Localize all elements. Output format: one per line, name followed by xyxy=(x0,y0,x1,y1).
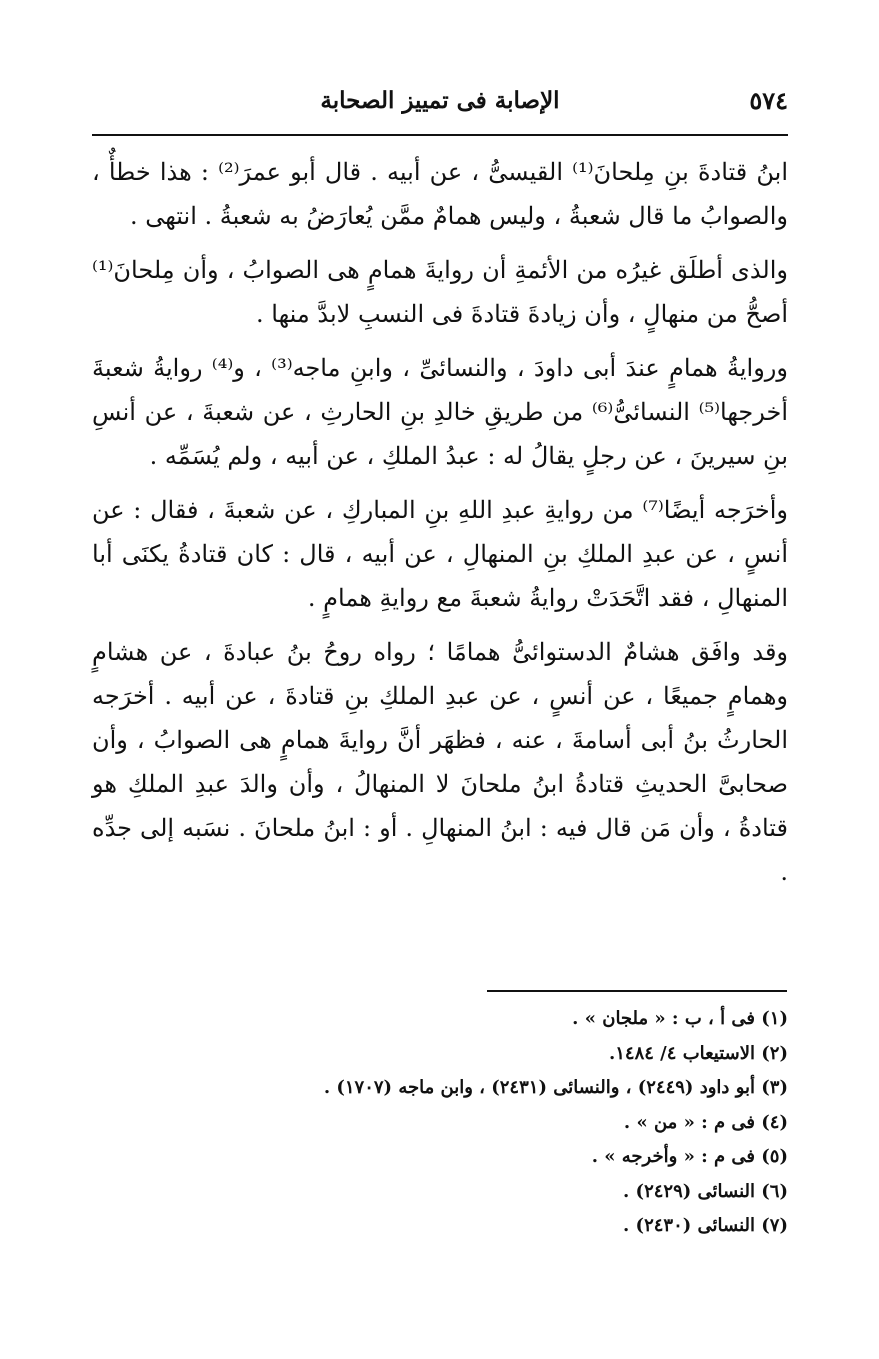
footnotes xyxy=(92,1002,788,1244)
page-header xyxy=(92,84,788,118)
footnote: (٤) فى م : « من » . xyxy=(623,1111,788,1133)
main-text xyxy=(92,150,788,904)
page-number: ٥٧٤ xyxy=(749,86,788,115)
footnote: (٧) النسائى (٢٤٣٠) . xyxy=(623,1215,788,1236)
paragraph: والذى أطلَق غيرُه من الأئمةِ أن روايةَ همامٍ هى الصوابُ ، وأن مِلحانَ⁽¹⁾ أصحُّ من منهالٍ ، وأن زيادةَ قتادةَ فى النسبِ لابدَّ منها . xyxy=(92,256,788,328)
running-title: الإصابة فى تمييز الصحابة xyxy=(320,87,560,114)
paragraph: ابنُ قتادةَ بنِ مِلحانَ⁽¹⁾ القيسىُّ ، عن أبيه . قال أبو عمرَ⁽²⁾ : هذا خطأٌ ، والصوابُ ما قال شعبةُ ، وليس همامٌ ممَّن يُعارَضُ به شعبةُ . انتهى . xyxy=(92,158,788,230)
footnote-rule xyxy=(487,990,787,992)
header-rule xyxy=(92,134,788,136)
footnote: (٣) أبو داود (٢٤٤٩) ، والنسائى (٢٤٣١) ، وابن ماجه (١٧٠٧) . xyxy=(323,1077,788,1098)
footnote: (١) فى أ ، ب : « ملجان » . xyxy=(572,1008,788,1029)
paragraph: وروايةُ همامٍ عندَ أبى داودَ ، والنسائىِّ ، وابنِ ماجه⁽³⁾ ، و⁽⁴⁾ روايةُ شعبةَ أخرجها⁽⁵⁾ النسائىُّ⁽⁶⁾ من طريقِ خالدِ بنِ الحارثِ ، عن شعبةَ ، عن أنسِ بنِ سيرينَ ، عن رجلٍ يقالُ له : عبدُ الملكِ ، عن أبيه ، ولم يُسَمِّه . xyxy=(92,354,788,470)
paragraph: وأخرَجه أيضًا⁽⁷⁾ من روايةِ عبدِ اللهِ بنِ المباركِ ، عن شعبةَ ، فقال : عن أنسٍ ، عن عبدِ الملكِ بنِ المنهالِ ، عن أبيه ، قال : كان قتادةُ يكنَى أبا المنهالِ ، فقد اتَّحَدَتْ روايةُ شعبةَ مع روايةِ همامٍ . xyxy=(92,496,788,612)
footnote: (٦) النسائى (٢٤٢٩) . xyxy=(623,1180,788,1202)
footnote: (٢) الاستيعاب ٤/ ١٤٨٤. xyxy=(608,1042,788,1064)
paragraph: وقد وافَق هشامٌ الدستوائىُّ همامًا ؛ رواه روحُ بنُ عبادةَ ، عن هشامٍ وهمامٍ جميعًا ، عن أنسٍ ، عن عبدِ الملكِ بنِ قتادةَ ، عن أبيه . أخرَجه الحارثُ بنُ أبى أسامةَ ، عنه ، فظهَر أنَّ روايةَ همامٍ هى الصوابُ ، وأن صحابىَّ الحديثِ قتادةُ ابنُ ملحانَ لا المنهالُ ، وأن والدَ عبدِ الملكِ هو قتادةُ ، وأن مَن قال فيه : ابنُ المنهالِ . أو : ابنُ ملحانَ . نسَبه إلى جدِّه . xyxy=(92,638,788,886)
footnote: (٥) فى م : « وأخرجه » . xyxy=(591,1146,788,1167)
